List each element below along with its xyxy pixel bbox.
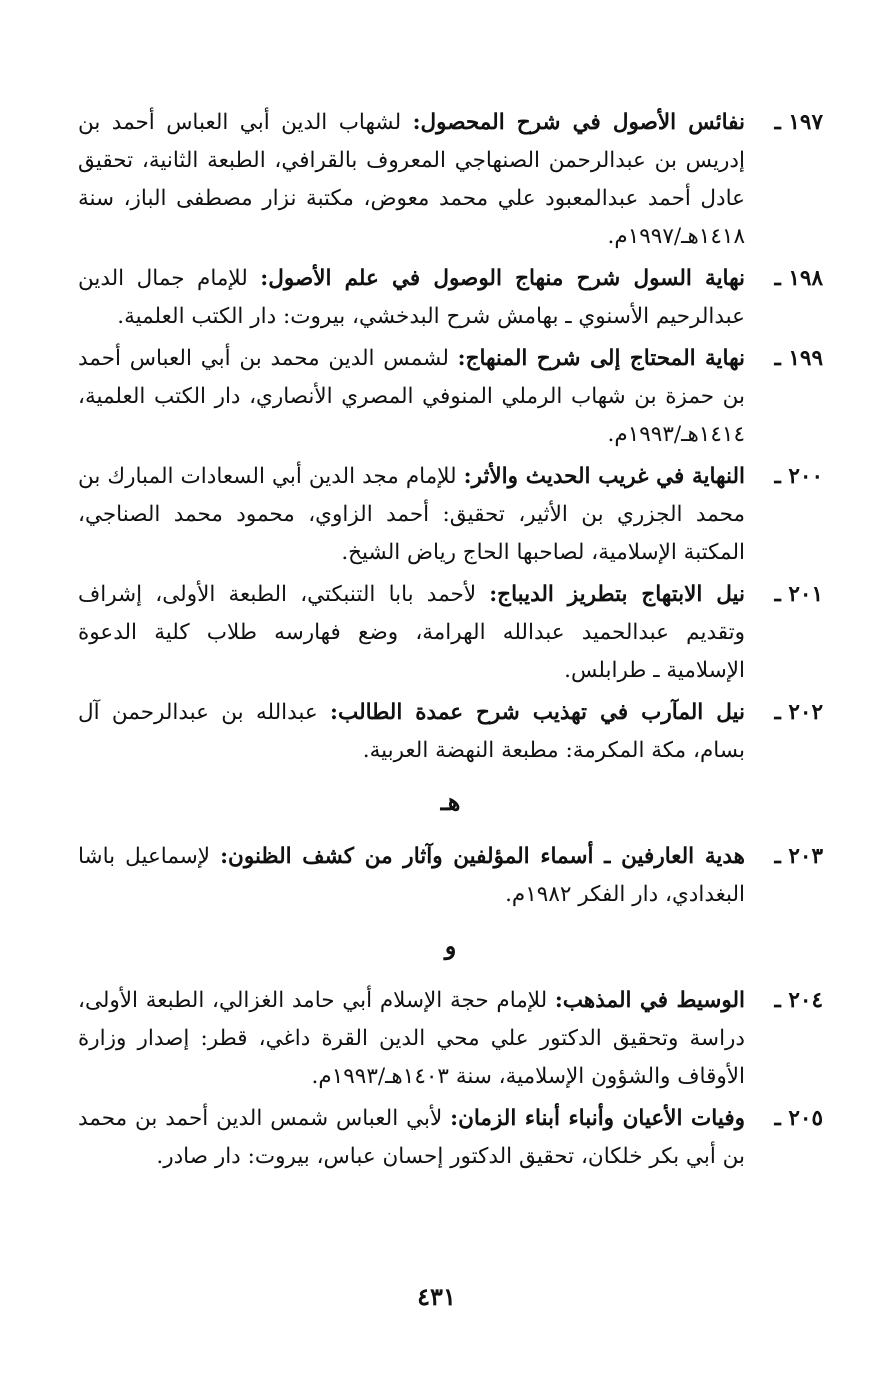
bibliography-list (78, 104, 823, 1180)
entry-text: للإمام حجة الإسلام أبي حامد الغزالي، الطبعة الأولى، دراسة وتحقيق الدكتور علي محي الدين القرة داغي، قطر: إصدار وزارة الأوقاف والشؤون الإسلامية، سنة ١٤٠٣هـ/١٩٩٣م. (78, 988, 745, 1089)
entry-text: لأحمد بابا التنبكتي، الطبعة الأولى، إشراف وتقديم عبدالحميد عبدالله الهرامة، وضع فهارسه طلاب كلية الدعوة الإسلامية ـ طرابلس. (78, 582, 745, 683)
bibliography-entry (78, 458, 823, 572)
entry-number: ٢٠١ ـ (774, 582, 823, 607)
bibliography-entry (78, 104, 823, 256)
entry-text: لشمس الدين محمد بن أبي العباس أحمد بن حمزة بن شهاب الرملي المنوفي المصري الأنصاري، دار الكتب العلمية، ١٤١٤هـ/١٩٩٣م. (78, 346, 745, 447)
bibliography-entry (78, 260, 823, 336)
bibliography-entry (78, 982, 823, 1096)
entry-text: لإسماعيل باشا البغدادي، دار الفكر ١٩٨٢م. (78, 844, 745, 907)
bibliography-entry (78, 576, 823, 690)
entry-number: ١٩٨ ـ (774, 266, 823, 291)
bibliography-entry (78, 838, 823, 914)
entry-text: لأبي العباس شمس الدين أحمد بن محمد بن أبي بكر خلكان، تحقيق الدكتور إحسان عباس، بيروت: دار صادر. (78, 1106, 745, 1169)
bibliography-entry (78, 340, 823, 454)
entry-number: ٢٠٢ ـ (774, 700, 823, 725)
entry-number: ١٩٩ ـ (774, 346, 823, 371)
entry-title: نفائس الأصول في شرح المحصول: (412, 110, 746, 135)
entry-text: للإمام جمال الدين عبدالرحيم الأسنوي ـ بهامش شرح البدخشي، بيروت: دار الكتب العلمية. (78, 266, 745, 329)
entry-number: ٢٠٤ ـ (774, 988, 823, 1013)
entry-text: لشهاب الدين أبي العباس أحمد بن إدريس بن عبدالرحمن الصنهاجي المعروف بالقرافي، الطبعة الثانية، تحقيق عادل أحمد عبدالمعبود علي محمد معوض، مكتبة نزار مصطفى الباز، سنة ١٤١٨هـ/١٩٩٧م. (78, 110, 745, 249)
entry-title: النهاية في غريب الحديث والأثر: (463, 464, 745, 489)
entry-text: للإمام مجد الدين أبي السعادات المبارك بن محمد الجزري بن الأثير، تحقيق: أحمد الزاوي، محمود محمد الصناجي، المكتبة الإسلامية، لصاحبها الحاج رياض الشيخ. (78, 464, 745, 565)
page-number: ٤٣١ (417, 1282, 456, 1311)
entry-text: عبدالله بن عبدالرحمن آل بسام، مكة المكرمة: مطبعة النهضة العربية. (78, 700, 745, 763)
entry-title: الوسيط في المذهب: (554, 988, 745, 1013)
entry-title: نيل المآرب في تهذيب شرح عمدة الطالب: (330, 700, 745, 725)
section-heading-ha: هـ (440, 787, 461, 816)
entry-title: نهاية المحتاج إلى شرح المنهاج: (457, 346, 745, 371)
section-heading-waw: و (444, 931, 457, 960)
bibliography-entry (78, 694, 823, 770)
entry-number: ٢٠٠ ـ (774, 464, 823, 489)
entry-title: وفيات الأعيان وأنباء أبناء الزمان: (450, 1106, 745, 1131)
entry-title: نيل الابتهاج بتطريز الديباج: (489, 582, 745, 607)
entry-number: ١٩٧ ـ (774, 110, 823, 135)
entry-title: هدية العارفين ـ أسماء المؤلفين وآثار من كشف الظنون: (220, 844, 746, 869)
bibliography-entry (78, 1100, 823, 1176)
entry-number: ٢٠٣ ـ (774, 844, 823, 869)
entry-number: ٢٠٥ ـ (774, 1106, 823, 1131)
entry-title: نهاية السول شرح منهاج الوصول في علم الأصول: (260, 266, 745, 291)
